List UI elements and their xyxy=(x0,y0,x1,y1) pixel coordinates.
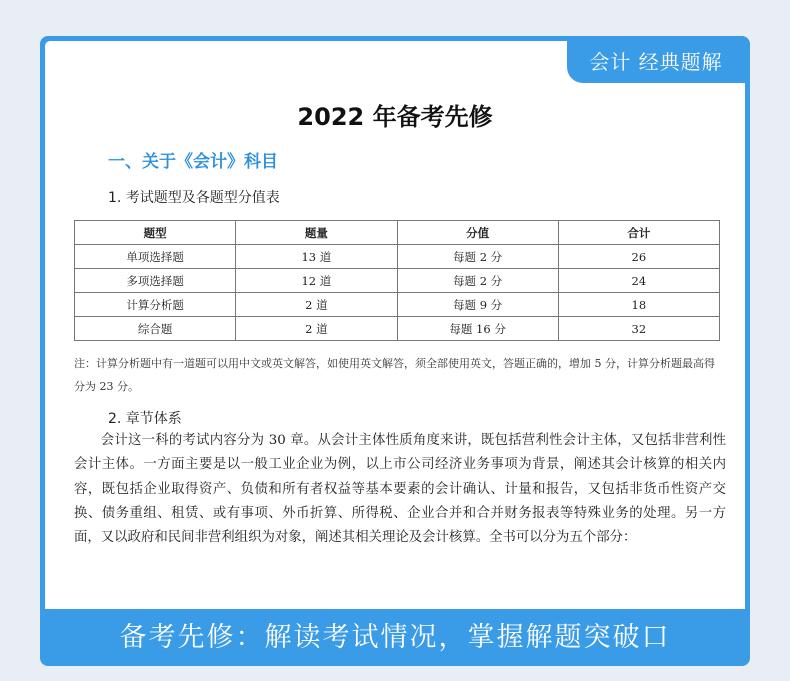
table-cell: 单项选择题 xyxy=(75,245,236,269)
table-cell: 26 xyxy=(558,245,719,269)
table-row xyxy=(75,317,720,341)
page-title: 2022 年备考先修 xyxy=(297,103,493,131)
table-cell: 12 道 xyxy=(236,269,397,293)
bottom-banner: 备考先修：解读考试情况，掌握解题突破口 xyxy=(119,622,671,653)
table-cell: 每题 16 分 xyxy=(397,317,558,341)
body-paragraph: 会计这一科的考试内容分为 30 章。从会计主体性质角度来讲，既包括营利性会计主体，又包括非营利性会计主体。一方面主要是以一般工业企业为例，以上市公司经济业务事项为背景，阐述其会计核算的相关内容，既包括企业取得资产、负债和所有者权益等基本要素的会计确认、计量和报告，又包括非货币性资产交换、债务重组、租赁、或有事项、外币折算、所得税、企业合并和合并财务报表等特殊业务的处理。另一方面，又以政府和民间非营利组织为对象，阐述其相关理论及会计核算。全书可以分为五个部分： xyxy=(74,433,726,546)
column-header: 分值 xyxy=(397,221,558,245)
table-row xyxy=(75,293,720,317)
table-cell: 32 xyxy=(558,317,719,341)
table-row xyxy=(75,269,720,293)
column-header: 合计 xyxy=(558,221,719,245)
table-note: 注：计算分析题中有一道题可以用中文或英文解答，如使用英文解答，须全部使用英文，答题正确的，增加 5 分，计算分析题最高得分为 23 分。 xyxy=(74,357,715,393)
table-cell: 13 道 xyxy=(236,245,397,269)
table-cell: 24 xyxy=(558,269,719,293)
table-cell: 综合题 xyxy=(75,317,236,341)
table-cell: 每题 2 分 xyxy=(397,245,558,269)
section-heading: 一、关于《会计》科目 xyxy=(108,152,278,172)
table-cell: 2 道 xyxy=(236,293,397,317)
table-header-row xyxy=(75,221,720,245)
table-cell: 每题 9 分 xyxy=(397,293,558,317)
content-card xyxy=(40,36,750,666)
table-row xyxy=(75,245,720,269)
subheading-exam-types: 1. 考试题型及各题型分值表 xyxy=(108,190,280,206)
table-cell: 2 道 xyxy=(236,317,397,341)
page-body xyxy=(45,41,745,609)
table-cell: 计算分析题 xyxy=(75,293,236,317)
column-header: 题型 xyxy=(75,221,236,245)
column-header: 题量 xyxy=(236,221,397,245)
book-tag: 会计 经典题解 xyxy=(567,41,745,83)
score-table xyxy=(74,220,720,341)
table-cell: 18 xyxy=(558,293,719,317)
table-cell: 多项选择题 xyxy=(75,269,236,293)
subheading-chapter-system: 2. 章节体系 xyxy=(108,411,182,427)
table-cell: 每题 2 分 xyxy=(397,269,558,293)
